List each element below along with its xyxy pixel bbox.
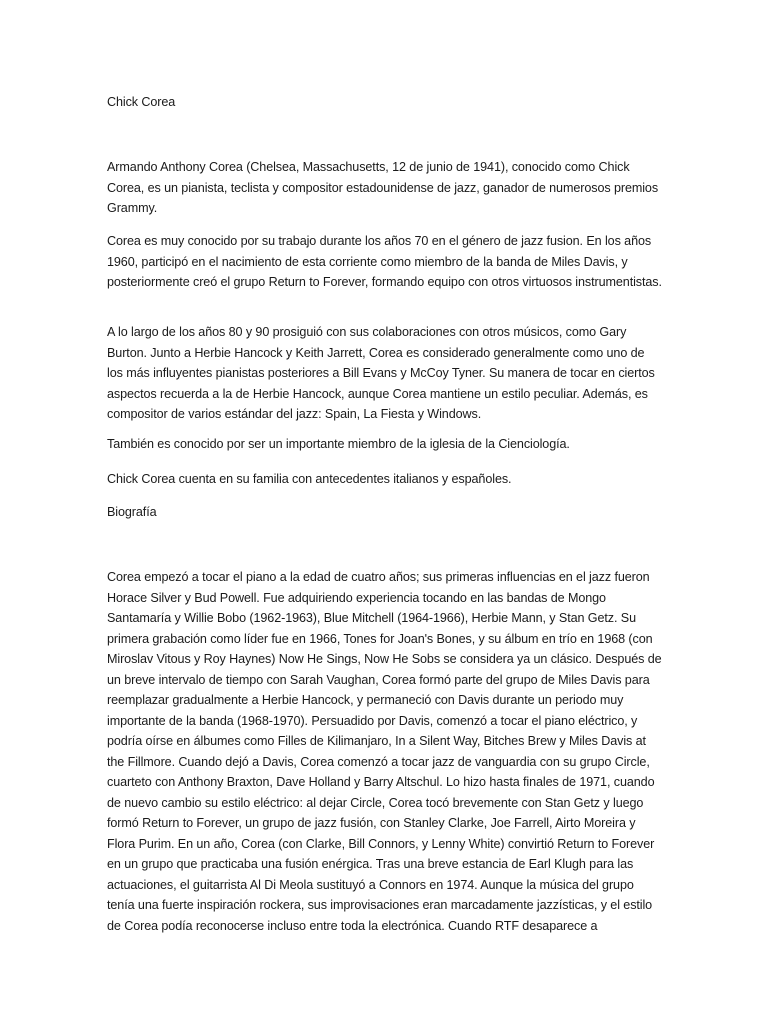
scientology-paragraph: También es conocido por ser un importante miembro de la iglesia de la Cienciología. (107, 437, 570, 451)
section-heading: Biografía (107, 505, 157, 519)
intro-paragraph: Armando Anthony Corea (Chelsea, Massachusetts, 12 de junio de 1941), conocido como Chick Corea, es un pianista, teclista y compositor estadounidense de jazz, ganador de numerosos premios Grammy. (107, 160, 659, 215)
fusion-paragraph: Corea es muy conocido por su trabajo durante los años 70 en el género de jazz fusion. En los años 1960, participó en el nacimiento de esta corriente como miembro de la banda de Miles Davis, y posteriormente creó el grupo Return to Forever, formando equipo con otros virtuosos instrumentistas. (107, 234, 662, 289)
collaborations-paragraph: A lo largo de los años 80 y 90 prosiguió con sus colaboraciones con otros músicos, como Gary Burton. Junto a Herbie Hancock y Keith Jarrett, Corea es considerado generalmente como uno de los más influyentes pianistas posteriores a Bill Evans y McCoy Tyner. Su manera de tocar en ciertos aspectos recuerda a la de Herbie Hancock, aunque Corea mantiene un estilo peculiar. Además, es compositor de varios estándar del jazz: Spain, La Fiesta y Windows. (107, 325, 655, 421)
document-title: Chick Corea (107, 95, 176, 109)
biography-paragraph: Corea empezó a tocar el piano a la edad de cuatro años; sus primeras influencias en el jazz fueron Horace Silver y Bud Powell. Fue adquiriendo experiencia tocando en las bandas de Mongo Santamaría y Willie Bobo (1962-1963), Blue Mitchell (1964-1966), Herbie Mann, y Stan Getz. Su primera grabación como líder fue en 1966, Tones for Joan's Bones, y su álbum en trío en 1968 (con Miroslav Vitous y Roy Haynes) Now He Sings, Now He Sobs se considera ya un clásico. Después de un breve intervalo de tiempo con Sarah Vaughan, Corea formó parte del grupo de Miles Davis para reemplazar gradualmente a Herbie Hancock, y permaneció con Davis durante un periodo muy importante de la banda (1968-1970). Persuadido por Davis, comenzó a tocar el piano eléctrico, y podría oírse en álbumes como Filles de Kilimanjaro, In a Silent Way, Bitches Brew y Miles Davis at the Fillmore. Cuando dejó a Davis, Corea comenzó a tocar jazz de vanguardia con su grupo Circle, cuarteto con Anthony Braxton, Dave Holland y Barry Altschul. Lo hizo hasta finales de 1971, cuando de nuevo cambio su estilo eléctrico: al dejar Circle, Corea tocó brevemente con Stan Getz y luego formó Return to Forever, un grupo de jazz fusión, con Stanley Clarke, Joe Farrell, Airto Moreira y Flora Purim. En un año, Corea (con Clarke, Bill Connors, y Lenny White) convirtió Return to Forever en un grupo que practicaba una fusión enérgica. Tras una breve estancia de Earl Klugh para las actuaciones, el guitarrista Al Di Meola sustituyó a Connors en 1974. Aunque la música del grupo tenía una fuerte inspiración rockera, sus improvisaciones eran marcadamente jazzísticas, y el estilo de Corea podía reconocerse incluso entre toda la electrónica. Cuando RTF desaparece a (107, 570, 662, 933)
family-paragraph: Chick Corea cuenta en su familia con antecedentes italianos y españoles. (107, 472, 512, 486)
